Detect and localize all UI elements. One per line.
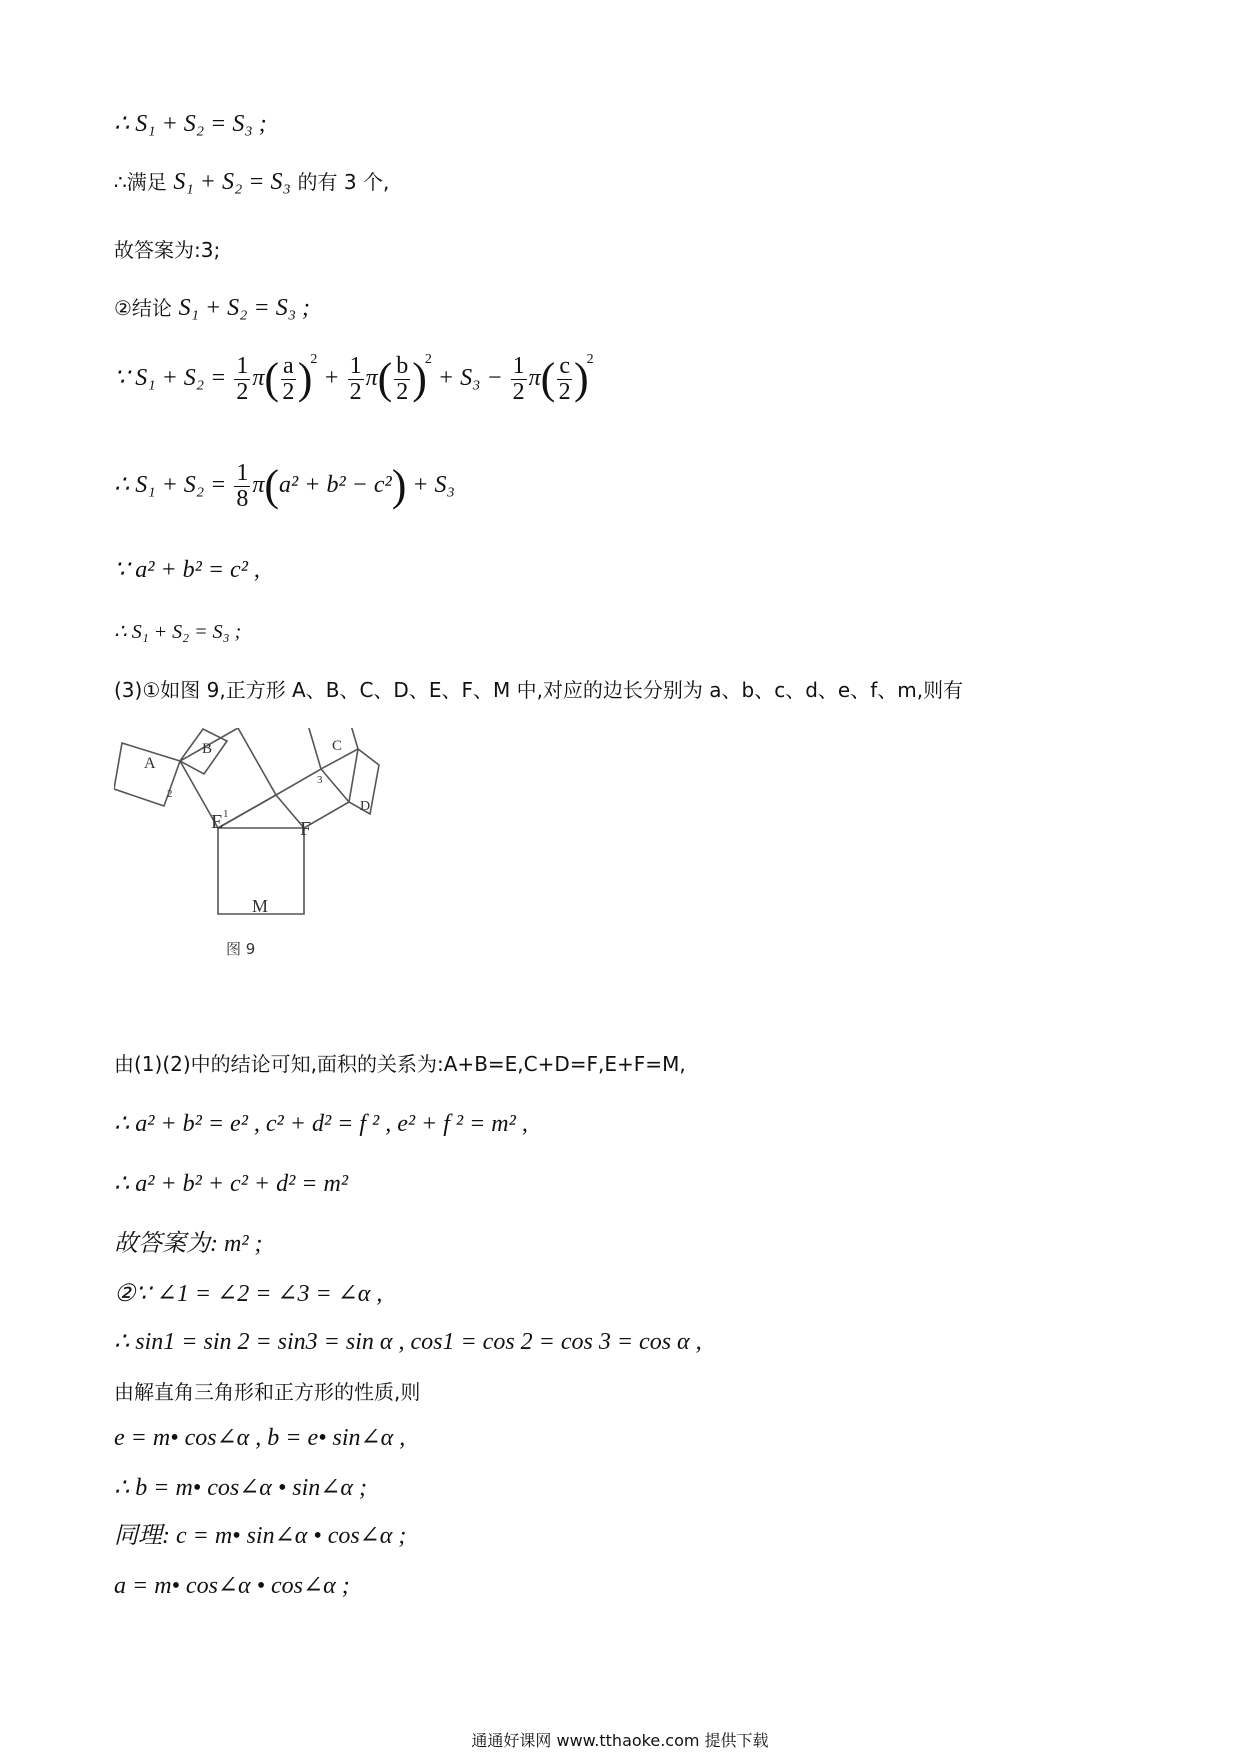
line-4-math: S₁ + S₂ = S₃ ; <box>178 295 311 321</box>
line-2-math: S₁ + S₂ = S₃ <box>173 169 291 195</box>
eq5-lhs: ∵ S₁ + S₂ = <box>114 365 227 391</box>
eq5-pi-1: π <box>252 365 265 391</box>
line-2-suffix: 的有 3 个, <box>297 170 390 194</box>
equation-5: ∵ S₁ + S₂ = $\frac{1}{2}$ π( $\frac{a}{2}$ )$^2$ + $\frac{1}{2}$ π( $\frac{b}{2}$ )$^2$ + S₃ − $\frac{1}{2}$ π( $\frac{c}{2}$ )$^2$ <box>114 352 594 405</box>
line-11: ∴ a² + b² = e² , c² + d² = f ² , e² + f ² = m² , <box>114 1111 528 1137</box>
line-12: ∴ a² + b² + c² + d² = m² <box>114 1171 349 1197</box>
equation-6: ∴ S₁ + S₂ = $\frac{1}{8}$ π(a² + b² − c²) + S₃ <box>114 459 455 512</box>
line-20: a = m• cos∠α • cos∠α ; <box>114 1573 350 1599</box>
line-9: (3)①如图 9,正方形 A、B、C、D、E、F、M 中,对应的边长分别为 a、b、c、d、e、f、m,则有 <box>114 678 964 702</box>
line-3: 故答案为:3; <box>114 238 221 262</box>
eq5-frac-c: $\frac{c}{2}$ <box>558 352 571 405</box>
figure-label-F: F <box>300 818 312 840</box>
figure-caption: 图 9 <box>226 940 256 958</box>
line-7: ∵ a² + b² = c² , <box>114 557 260 583</box>
eq6-lhs: ∴ S₁ + S₂ = <box>114 471 227 498</box>
figure-label-angle1: 1 <box>223 808 229 820</box>
line-16: 由解直角三角形和正方形的性质,则 <box>114 1380 421 1404</box>
figure-label-A: A <box>144 755 156 772</box>
line-2 <box>114 168 389 197</box>
figure-label-angle3: 3 <box>317 774 323 786</box>
eq5-plus: + <box>323 365 340 391</box>
eq5-frac-a: $\frac{a}{2}$ <box>282 352 295 405</box>
line-10: 由(1)(2)中的结论可知,面积的关系为:A+B=E,C+D=F,E+F=M, <box>114 1052 686 1076</box>
page-footer: 通通好课网 www.tthaoke.com 提供下载 <box>471 1731 769 1750</box>
line-4-prefix: ②结论 <box>114 296 172 320</box>
line-2-prefix: ∴满足 <box>114 170 167 194</box>
figure-9-svg <box>114 728 414 1018</box>
square-f <box>276 769 349 828</box>
eq6-inner: a² + b² − c² <box>279 471 392 498</box>
eq6-rhs: + S₃ <box>412 471 455 498</box>
figure-9 <box>114 728 414 1018</box>
figure-label-M: M <box>252 896 269 916</box>
figure-label-D: D <box>360 799 371 814</box>
eq6-frac: $\frac{1}{8}$ <box>236 459 249 512</box>
line-8: ∴ S₁ + S₂ = S₃ ; <box>114 621 242 643</box>
line-18: ∴ b = m• cos∠α • sin∠α ; <box>114 1475 368 1501</box>
eq5-mid: + S₃ − <box>437 365 503 391</box>
square-c <box>303 728 358 769</box>
eq5-frac-b: $\frac{b}{2}$ <box>396 352 409 405</box>
line-4 <box>114 294 310 323</box>
figure-label-C: C <box>332 738 343 754</box>
line-15: ∴ sin1 = sin 2 = sin3 = sin α , cos1 = cos 2 = cos 3 = cos α , <box>114 1329 702 1355</box>
figure-label-B: B <box>202 741 213 757</box>
eq5-frac-1: $\frac{1}{2}$ <box>236 352 249 405</box>
line-1: ∴ S₁ + S₂ = S₃ ; <box>114 111 267 137</box>
line-14: ②∵ ∠1 = ∠2 = ∠3 = ∠α , <box>114 1281 383 1307</box>
line-19: 同理: c = m• sin∠α • cos∠α ; <box>114 1523 407 1549</box>
line-13: 故答案为: m² ; <box>114 1231 263 1257</box>
figure-label-angle2: 2 <box>167 788 173 800</box>
eq5-frac-2: $\frac{1}{2}$ <box>349 352 362 405</box>
line-17: e = m• cos∠α , b = e• sin∠α , <box>114 1425 406 1451</box>
eq5-frac-3: $\frac{1}{2}$ <box>512 352 525 405</box>
figure-label-E: E <box>211 811 224 833</box>
